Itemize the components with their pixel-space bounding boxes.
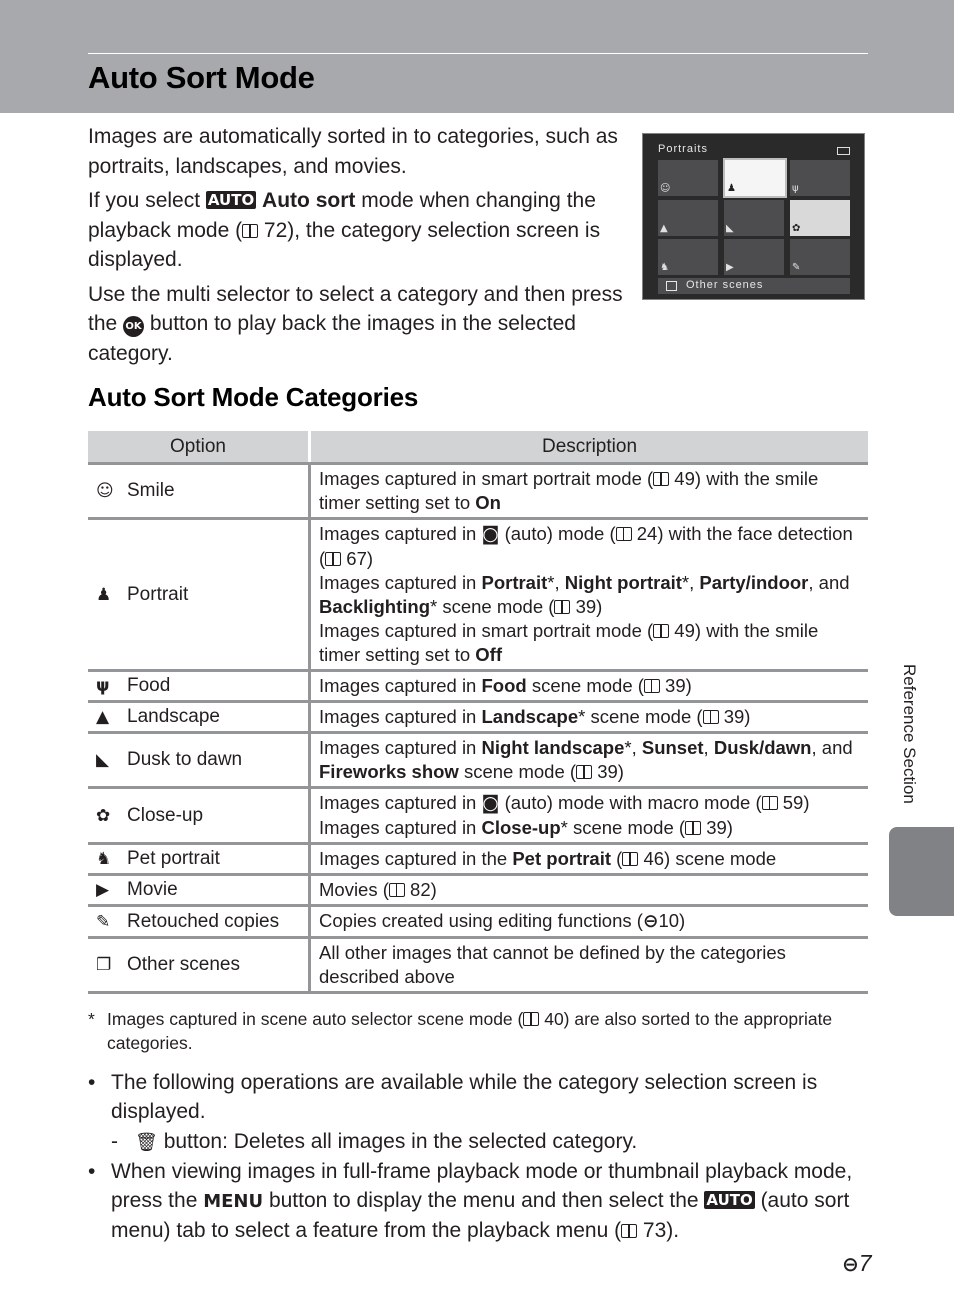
thumb-food: ψ — [790, 160, 850, 196]
sub-item: - 🗑 button: Deletes all images in the selected category. — [111, 1130, 638, 1153]
description-cell: Images captured in the Pet portrait ( 46) scene mode — [310, 844, 869, 875]
description-cell: Images captured in Night landscape*, Sunset, Dusk/dawn, and Fireworks show scene mode ( 39) — [310, 733, 869, 788]
option-label: Other scenes — [127, 954, 240, 975]
book-ref-icon — [616, 527, 632, 541]
landscape-icon: ▲ — [96, 707, 110, 727]
dusk-to-dawn-icon: ◣ — [96, 750, 110, 770]
book-ref-icon — [523, 1012, 539, 1026]
book-ref-icon — [644, 679, 660, 693]
intro-paragraph-3: Use the multi selector to select a category and then press the OK button to play back the images in the selected category. — [88, 282, 623, 365]
option-label: Food — [127, 675, 171, 696]
description-cell: Images captured in ◙ (auto) mode with macro mode ( 59) Images captured in Close-up* scene mode ( 39) — [310, 788, 869, 844]
thumb-pet: ♞ — [658, 239, 718, 275]
pet-portrait-icon: ♞ — [96, 849, 112, 869]
camera-icon: ◙ — [481, 524, 500, 545]
header-description: Description — [310, 431, 869, 464]
camera-icon: ◙ — [481, 793, 500, 814]
description-cell: Images captured in smart portrait mode ( 49) with the smile timer setting set to On — [310, 464, 869, 519]
intro-text — [88, 122, 623, 373]
bullet-list — [88, 1068, 858, 1246]
portrait-icon: ♟ — [96, 584, 112, 605]
retouched-copies-icon: ✎ — [96, 911, 111, 932]
option-label: Close-up — [127, 804, 204, 826]
header-band — [0, 0, 954, 113]
option-cell — [88, 844, 310, 875]
other-scenes-icon: ❐ — [96, 955, 112, 975]
thumb-smile: ☺ — [658, 160, 718, 196]
table-row — [88, 844, 868, 875]
e-icon: ⊖ — [842, 1252, 859, 1276]
option-cell — [88, 875, 310, 906]
intro-paragraph-2: If you select AUTO Auto sort mode when changing the playback mode ( 72), the category selection screen is displayed. — [88, 189, 601, 271]
smile-icon: ☺ — [96, 481, 114, 501]
close-up-icon: ✿ — [96, 805, 111, 826]
option-cell — [88, 906, 310, 938]
description-cell: Images captured in Food scene mode ( 39) — [310, 671, 869, 702]
book-ref-icon — [622, 852, 638, 866]
e-ref-icon: ⊖ — [642, 911, 659, 932]
intro-paragraph-1: Images are automatically sorted in to categories, such as portraits, landscapes, and movies. — [88, 125, 618, 178]
table-row — [88, 875, 868, 906]
table-row — [88, 906, 868, 938]
book-ref-icon — [621, 1224, 637, 1238]
side-section-tab — [889, 827, 954, 916]
side-section-label: Reference Section — [900, 664, 919, 804]
book-ref-icon — [576, 765, 592, 779]
categories-table — [88, 431, 868, 994]
book-ref-icon — [325, 552, 341, 566]
option-label: Portrait — [127, 583, 189, 605]
table-row — [88, 519, 868, 671]
option-label: Pet portrait — [127, 848, 220, 869]
header-rule — [88, 53, 868, 54]
thumb-portrait-selected: ♟ — [723, 158, 787, 198]
section-title: Auto Sort Mode Categories — [88, 382, 419, 412]
table-row — [88, 702, 868, 733]
table-row — [88, 938, 868, 993]
book-ref-icon — [762, 796, 778, 810]
option-label: Smile — [127, 480, 175, 501]
bullet-item: • When viewing images in full-frame playback mode or thumbnail playback mode, press the MENU button to display the menu and then select the AUTO (auto sort menu) tab to select a feature from the playback menu ( 73). — [88, 1160, 853, 1242]
description-cell: Movies ( 82) — [310, 875, 869, 906]
auto-icon: AUTO — [706, 1191, 753, 1209]
option-cell — [88, 464, 310, 519]
option-label: Landscape — [127, 706, 220, 727]
option-cell — [88, 733, 310, 788]
book-ref-icon — [242, 224, 258, 238]
thumb-dusk: ◣ — [724, 200, 784, 236]
other-scenes-icon — [666, 281, 677, 291]
option-cell — [88, 519, 310, 671]
menu-button-icon: MENU — [203, 1191, 264, 1212]
description-cell: Images captured in Landscape* scene mode ( 39) — [310, 702, 869, 733]
food-icon: ψ — [96, 676, 110, 696]
ok-button-icon: OK — [123, 316, 144, 337]
option-cell — [88, 702, 310, 733]
option-cell — [88, 788, 310, 844]
footnote: * Images captured in scene auto selector scene mode ( 40) are also sorted to the appropriate categories. — [88, 1009, 833, 1053]
option-label: Dusk to dawn — [127, 749, 243, 770]
book-ref-icon — [685, 821, 701, 835]
page-title: Auto Sort Mode — [88, 60, 315, 95]
battery-icon — [837, 147, 850, 155]
description-cell: All other images that cannot be defined by the categories described above — [310, 938, 869, 993]
page-number: ⊖7 — [842, 1250, 872, 1276]
trash-icon: 🗑 — [135, 1132, 158, 1153]
table-row — [88, 788, 868, 844]
thumb-movie: ▶ — [724, 239, 784, 275]
option-cell — [88, 938, 310, 993]
option-cell — [88, 671, 310, 702]
table-row — [88, 733, 868, 788]
book-ref-icon — [653, 624, 669, 638]
book-ref-icon — [389, 883, 405, 897]
screen-footer: Other scenes — [658, 278, 850, 294]
book-ref-icon — [653, 472, 669, 486]
book-ref-icon — [554, 600, 570, 614]
description-cell: Copies created using editing functions (⊖10) — [310, 906, 869, 938]
option-label: Movie — [127, 879, 178, 900]
camera-screen-illustration — [642, 133, 865, 300]
movie-icon: ▶ — [96, 880, 110, 900]
table-row — [88, 671, 868, 702]
bullet-item: • The following operations are available while the category selection screen is displayed. — [88, 1071, 818, 1123]
book-ref-icon — [703, 710, 719, 724]
screen-title: Portraits — [658, 143, 708, 155]
header-option: Option — [88, 431, 310, 464]
thumb-landscape: ▲ — [658, 200, 718, 236]
option-label: Retouched copies — [127, 910, 280, 932]
auto-icon: AUTO — [207, 191, 255, 209]
table-row — [88, 464, 868, 519]
description-cell: Images captured in ◙ (auto) mode ( 24) with the face detection ( 67) Images captured in Portrait*, Night portrait*, Party/indoor, and Backlighting* scene mode ( 39) Images captured in smart portrait mode ( 49) with the smile timer setting set to Off — [310, 519, 869, 671]
thumb-retouch: ✎ — [790, 239, 850, 275]
thumb-closeup: ✿ — [790, 200, 850, 236]
